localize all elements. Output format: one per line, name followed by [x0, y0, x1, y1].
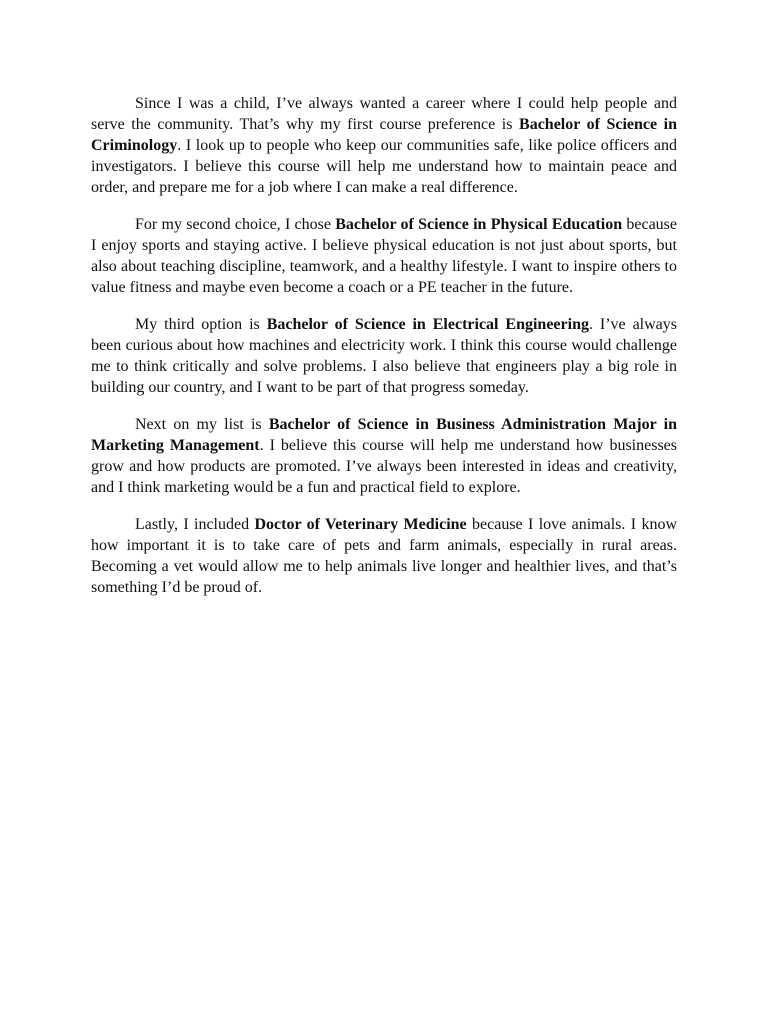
- paragraph-text: . I’ve always been curious about how machines and electricity work. I think this course would challenge me to think critically and solve problems. I also believe that engineers play a big role in building our country, and I want to be part of that progress someday.: [91, 316, 677, 396]
- paragraph-text: Since I was a child, I’ve always wanted a career where I could help people and serve the community. That’s why my first course preference is: [91, 95, 677, 133]
- paragraph-text: Lastly, I included: [135, 516, 255, 533]
- course-name-criminology: Bachelor of Science in Criminology: [91, 116, 678, 154]
- paragraph-text: Next on my list is: [135, 416, 269, 433]
- course-name-veterinary-medicine: Doctor of Veterinary Medicine: [254, 516, 467, 533]
- paragraph-text: For my second choice, I chose: [135, 216, 336, 233]
- course-name-physical-education: Bachelor of Science in Physical Education: [335, 216, 623, 233]
- paragraph-physical-education: [91, 214, 677, 298]
- paragraph-electrical-engineering: [91, 314, 677, 398]
- paragraph-text: because I enjoy sports and staying active. I believe physical education is not just about sports, but also about teaching discipline, teamwork, and a healthy lifestyle. I want to inspire others to value fitness and maybe even become a coach or a PE teacher in the future.: [91, 216, 678, 296]
- paragraph-veterinary-medicine: [91, 514, 677, 598]
- paragraph-text: My third option is: [135, 316, 267, 333]
- course-name-business-administration: Bachelor of Science in Business Administration Major in Marketing Management: [91, 416, 678, 454]
- paragraph-business-administration: [91, 414, 677, 498]
- document-body: [91, 93, 677, 614]
- course-name-electrical-engineering: Bachelor of Science in Electrical Engineering: [266, 316, 589, 333]
- paragraph-text: because I love animals. I know how important it is to take care of pets and farm animals, especially in rural areas. Becoming a vet would allow me to help animals live longer and healthier lives, and that’s something I’d be proud of.: [91, 516, 678, 596]
- paragraph-criminology: [91, 93, 677, 198]
- paragraph-text: . I believe this course will help me understand how businesses grow and how products are promoted. I’ve always been interested in ideas and creativity, and I think marketing would be a fun and practical field to explore.: [91, 437, 677, 496]
- paragraph-text: . I look up to people who keep our communities safe, like police officers and investigators. I believe this course will help me understand how to maintain peace and order, and prepare me for a job where I can make a real difference.: [91, 137, 677, 196]
